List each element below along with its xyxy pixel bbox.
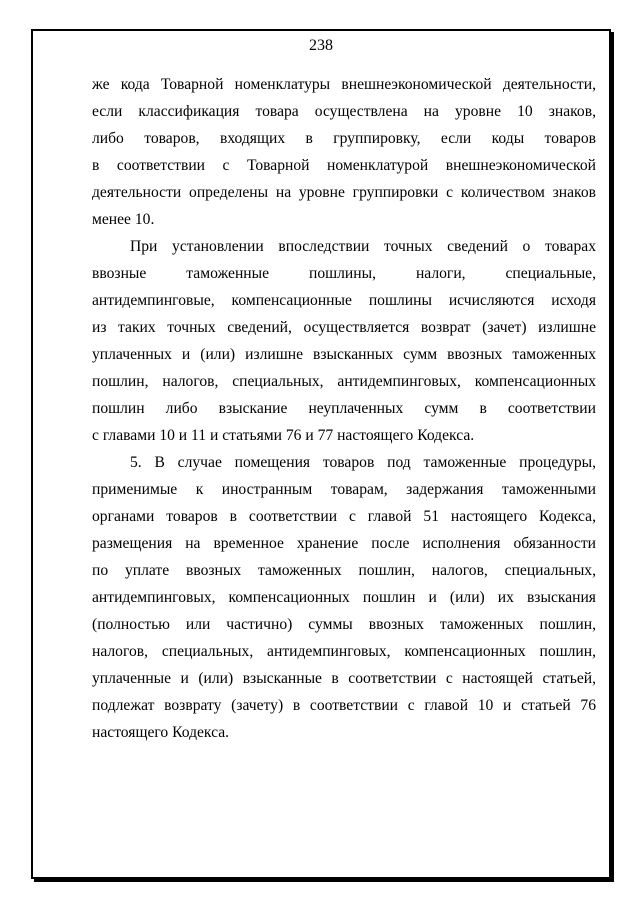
text-line: в соответствии с Товарной номенклатурой внешнеэкономической bbox=[92, 157, 596, 174]
text-line: по уплате ввозных таможенных пошлин, налогов, специальных, bbox=[92, 562, 596, 579]
text-line: уплаченных и (или) излишне взысканных сумм ввозных таможенных bbox=[92, 346, 596, 363]
text-line: с главами 10 и 11 и статьями 76 и 77 настоящего Кодекса. bbox=[92, 427, 475, 444]
text-line: пошлин либо взыскание неуплаченных сумм в соответствии bbox=[92, 400, 596, 417]
text-line: пошлин, налогов, специальных, антидемпинговых, компенсационных bbox=[92, 373, 596, 390]
text-line: органами товаров в соответствии с главой 51 настоящего Кодекса, bbox=[92, 508, 596, 525]
paragraph-continuation bbox=[92, 71, 596, 233]
text-line: ввозные таможенные пошлины, налоги, специальные, bbox=[92, 265, 596, 282]
text-line: же кода Товарной номенклатуры внешнеэкономической деятельности, bbox=[92, 76, 596, 93]
page-frame bbox=[31, 29, 611, 879]
text-line: (полностью или частично) суммы ввозных таможенных пошлин, bbox=[92, 616, 596, 633]
text-line: антидемпинговые, компенсационные пошлины исчисляются исходя bbox=[92, 292, 596, 309]
text-line: При установлении впоследствии точных сведений о товарах bbox=[130, 238, 596, 255]
text-line: менее 10. bbox=[92, 211, 155, 228]
text-line: либо товаров, входящих в группировку, если коды товаров bbox=[92, 130, 596, 147]
text-line: размещения на временное хранение после исполнения обязанности bbox=[92, 535, 596, 552]
text-line: антидемпинговых, компенсационных пошлин и (или) их взыскания bbox=[92, 589, 596, 606]
paragraph-item-5 bbox=[92, 449, 596, 746]
text-line: деятельности определены на уровне группировки с количеством знаков bbox=[92, 184, 596, 201]
text-line: подлежат возврату (зачету) в соответствии с главой 10 и статьей 76 bbox=[92, 697, 596, 714]
text-line: уплаченные и (или) взысканные в соответствии с настоящей статьей, bbox=[92, 670, 596, 687]
paragraph-precise-information bbox=[92, 233, 596, 449]
text-line: из таких точных сведений, осуществляется возврат (зачет) излишне bbox=[92, 319, 596, 336]
text-line: налогов, специальных, антидемпинговых, компенсационных пошлин, bbox=[92, 643, 596, 660]
page-number: 238 bbox=[309, 37, 333, 54]
text-line: настоящего Кодекса. bbox=[92, 724, 230, 741]
text-line: применимые к иностранным товарам, задержания таможенными bbox=[92, 481, 596, 498]
text-line: 5. В случае помещения товаров под таможенные процедуры, bbox=[130, 454, 596, 471]
document-body bbox=[92, 71, 596, 746]
text-line: если классификация товара осуществлена на уровне 10 знаков, bbox=[92, 103, 596, 120]
